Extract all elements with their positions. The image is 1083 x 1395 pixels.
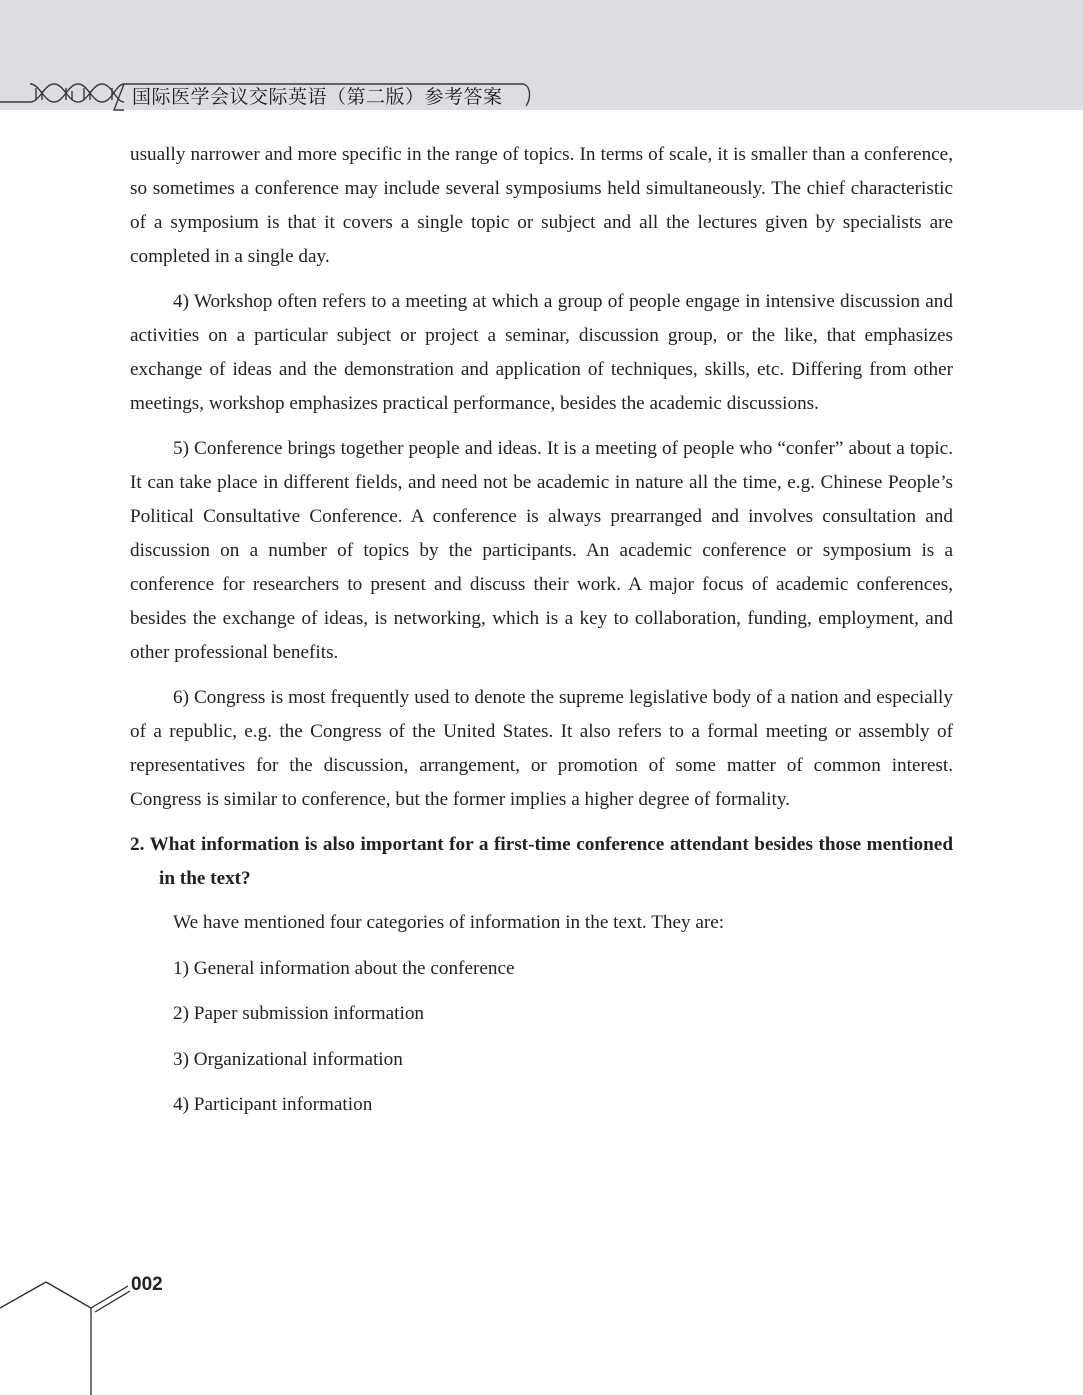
answer-intro: We have mentioned four categories of information in the text. They are: bbox=[173, 912, 725, 933]
question-heading: 2. What information is also important for a first-time conference attendant besides those mentioned in the text? bbox=[130, 834, 953, 889]
paragraph-conference: 5) Conference brings together people and ideas. It is a meeting of people who “confer” about a topic. It can take place in different fields, and need not be academic in nature all the time, e.g. Chinese People’s Political Consultative Conference. A conference is always prearranged and involves consultation and discussion on a number of topics by the participants. An academic conference or symposium is a conference for researchers to present and discuss their work. A major focus of academic conferences, besides the exchange of ideas, is networking, which is a key to collaboration, funding, employment, and other professional benefits. bbox=[130, 438, 953, 663]
page-number: 002 bbox=[131, 1274, 163, 1295]
paragraph-workshop: 4) Workshop often refers to a meeting at which a group of people engage in intensive discussion and activities on a particular subject or project a seminar, discussion group, or the like, that emphasizes exchange of ideas and the demonstration and application of techniques, skills, etc. Differing from other meetings, workshop emphasizes practical performance, besides the academic discussions. bbox=[130, 291, 953, 414]
answer-list-item: 2) Paper submission information bbox=[173, 1003, 425, 1024]
page-content bbox=[130, 138, 953, 1134]
paragraph-symposium-continued: usually narrower and more specific in the range of topics. In terms of scale, it is smaller than a conference, so sometimes a conference may include several symposiums held simultaneously. The chief characteristic of a symposium is that it covers a single topic or subject and all the lectures given by specialists are completed in a single day. bbox=[130, 144, 953, 267]
answer-list-item: 3) Organizational information bbox=[173, 1048, 403, 1070]
answer-list-item: 1) General information about the conference bbox=[173, 957, 515, 979]
molecule-line-decoration-icon bbox=[0, 1276, 140, 1395]
answer-list-item: 4) Participant information bbox=[173, 1094, 373, 1115]
paragraph-congress: 6) Congress is most frequently used to denote the supreme legislative body of a nation and especially of a republic, e.g. the Congress of the United States. It also refers to a formal meeting or assembly of representatives for the discussion, arrangement, or promotion of some matter of common interest. Congress is similar to conference, but the former implies a higher degree of formality. bbox=[130, 687, 953, 810]
header-book-title: 国际医学会议交际英语（第二版）参考答案 bbox=[132, 86, 503, 108]
